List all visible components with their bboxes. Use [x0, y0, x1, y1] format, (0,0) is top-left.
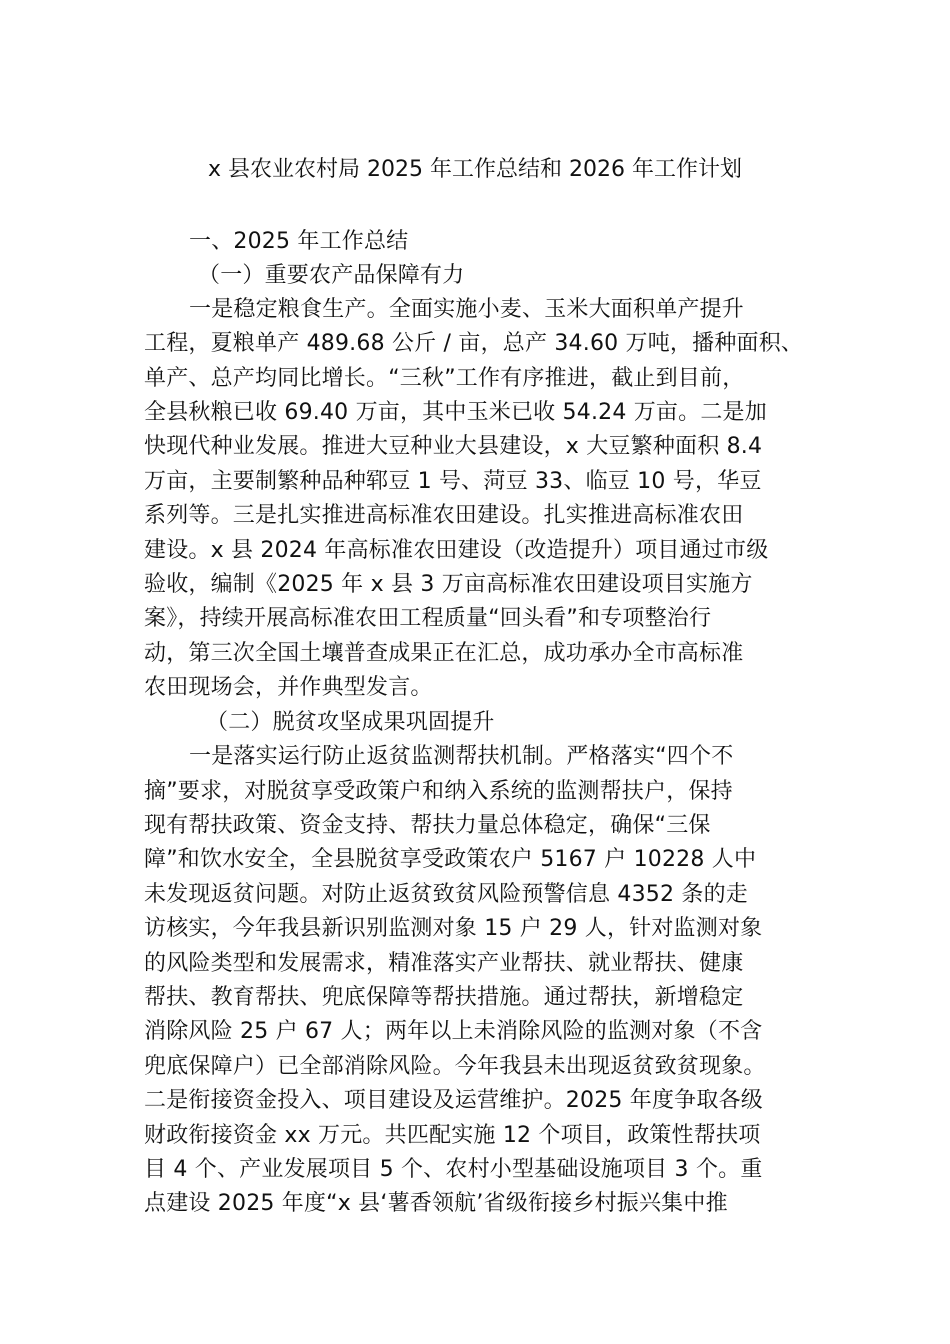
paragraph-line: 万亩，主要制繁种品种郓豆 1 号、菏豆 33、临豆 10 号，华豆: [144, 469, 762, 494]
section-heading: 一、2025 年工作总结: [189, 229, 409, 254]
paragraph-line: 农田现场会，并作典型发言。: [144, 675, 433, 700]
paragraph-line: 现有帮扶政策、资金支持、帮扶力量总体稳定，确保“三保: [144, 813, 711, 838]
paragraph-line: 访核实，今年我县新识别监测对象 15 户 29 人，针对监测对象: [144, 916, 763, 941]
paragraph-line: 摘”要求，对脱贫享受政策户和纳入系统的监测帮扶户，保持: [144, 779, 733, 804]
subsection-heading: （一）重要农产品保障有力: [198, 263, 465, 288]
paragraph-line: 点建设 2025 年度“x 县‘薯香领航’省级衔接乡村振兴集中推: [144, 1191, 728, 1216]
subsection-heading: （二）脱贫攻坚成果巩固提升: [206, 710, 495, 735]
paragraph-line: 障”和饮水安全，全县脱贫享受政策农户 5167 户 10228 人中: [144, 847, 757, 872]
paragraph-line: 帮扶、教育帮扶、兜底保障等帮扶措施。通过帮扶，新增稳定: [144, 985, 744, 1010]
document-title: x 县农业农村局 2025 年工作总结和 2026 年工作计划: [208, 157, 742, 182]
paragraph-line: 动，第三次全国土壤普查成果正在汇总，成功承办全市高标准: [144, 641, 744, 666]
paragraph-line: 一是落实运行防止返贫监测帮扶机制。严格落实“四个不: [189, 744, 734, 769]
paragraph-line: 全县秋粮已收 69.40 万亩，其中玉米已收 54.24 万亩。二是加: [144, 400, 767, 425]
paragraph-line: 系列等。三是扎实推进高标准农田建设。扎实推进高标准农田: [144, 503, 744, 528]
paragraph-line: 建设。x 县 2024 年高标准农田建设（改造提升）项目通过市级: [144, 538, 769, 563]
paragraph-line: 消除风险 25 户 67 人；两年以上未消除风险的监测对象（不含: [144, 1019, 763, 1044]
paragraph-line: 二是衔接资金投入、项目建设及运营维护。2025 年度争取各级: [144, 1088, 763, 1113]
paragraph-line: 快现代种业发展。推进大豆种业大县建设，x 大豆繁种面积 8.4: [144, 434, 763, 459]
paragraph-line: 一是稳定粮食生产。全面实施小麦、玉米大面积单产提升: [189, 297, 745, 322]
paragraph-line: 工程，夏粮单产 489.68 公斤 / 亩，总产 34.60 万吨，播种面积、: [144, 331, 804, 356]
paragraph-line: 的风险类型和发展需求，精准落实产业帮扶、就业帮扶、健康: [144, 951, 744, 976]
paragraph-line: 兜底保障户）已全部消除风险。今年我县未出现返贫致贫现象。: [144, 1054, 766, 1079]
paragraph-line: 案》，持续开展高标准农田工程质量“回头看”和专项整治行: [144, 606, 712, 631]
paragraph-line: 目 4 个、产业发展项目 5 个、农村小型基础设施项目 3 个。重: [144, 1157, 763, 1182]
paragraph-line: 未发现返贫问题。对防止返贫致贫风险预警信息 4352 条的走: [144, 882, 748, 907]
paragraph-line: 财政衔接资金 xx 万元。共匹配实施 12 个项目，政策性帮扶项: [144, 1123, 761, 1148]
paragraph-line: 验收，编制《2025 年 x 县 3 万亩高标准农田建设项目实施方: [144, 572, 753, 597]
paragraph-line: 单产、总产均同比增长。“三秋”工作有序推进，截止到目前，: [144, 366, 745, 391]
